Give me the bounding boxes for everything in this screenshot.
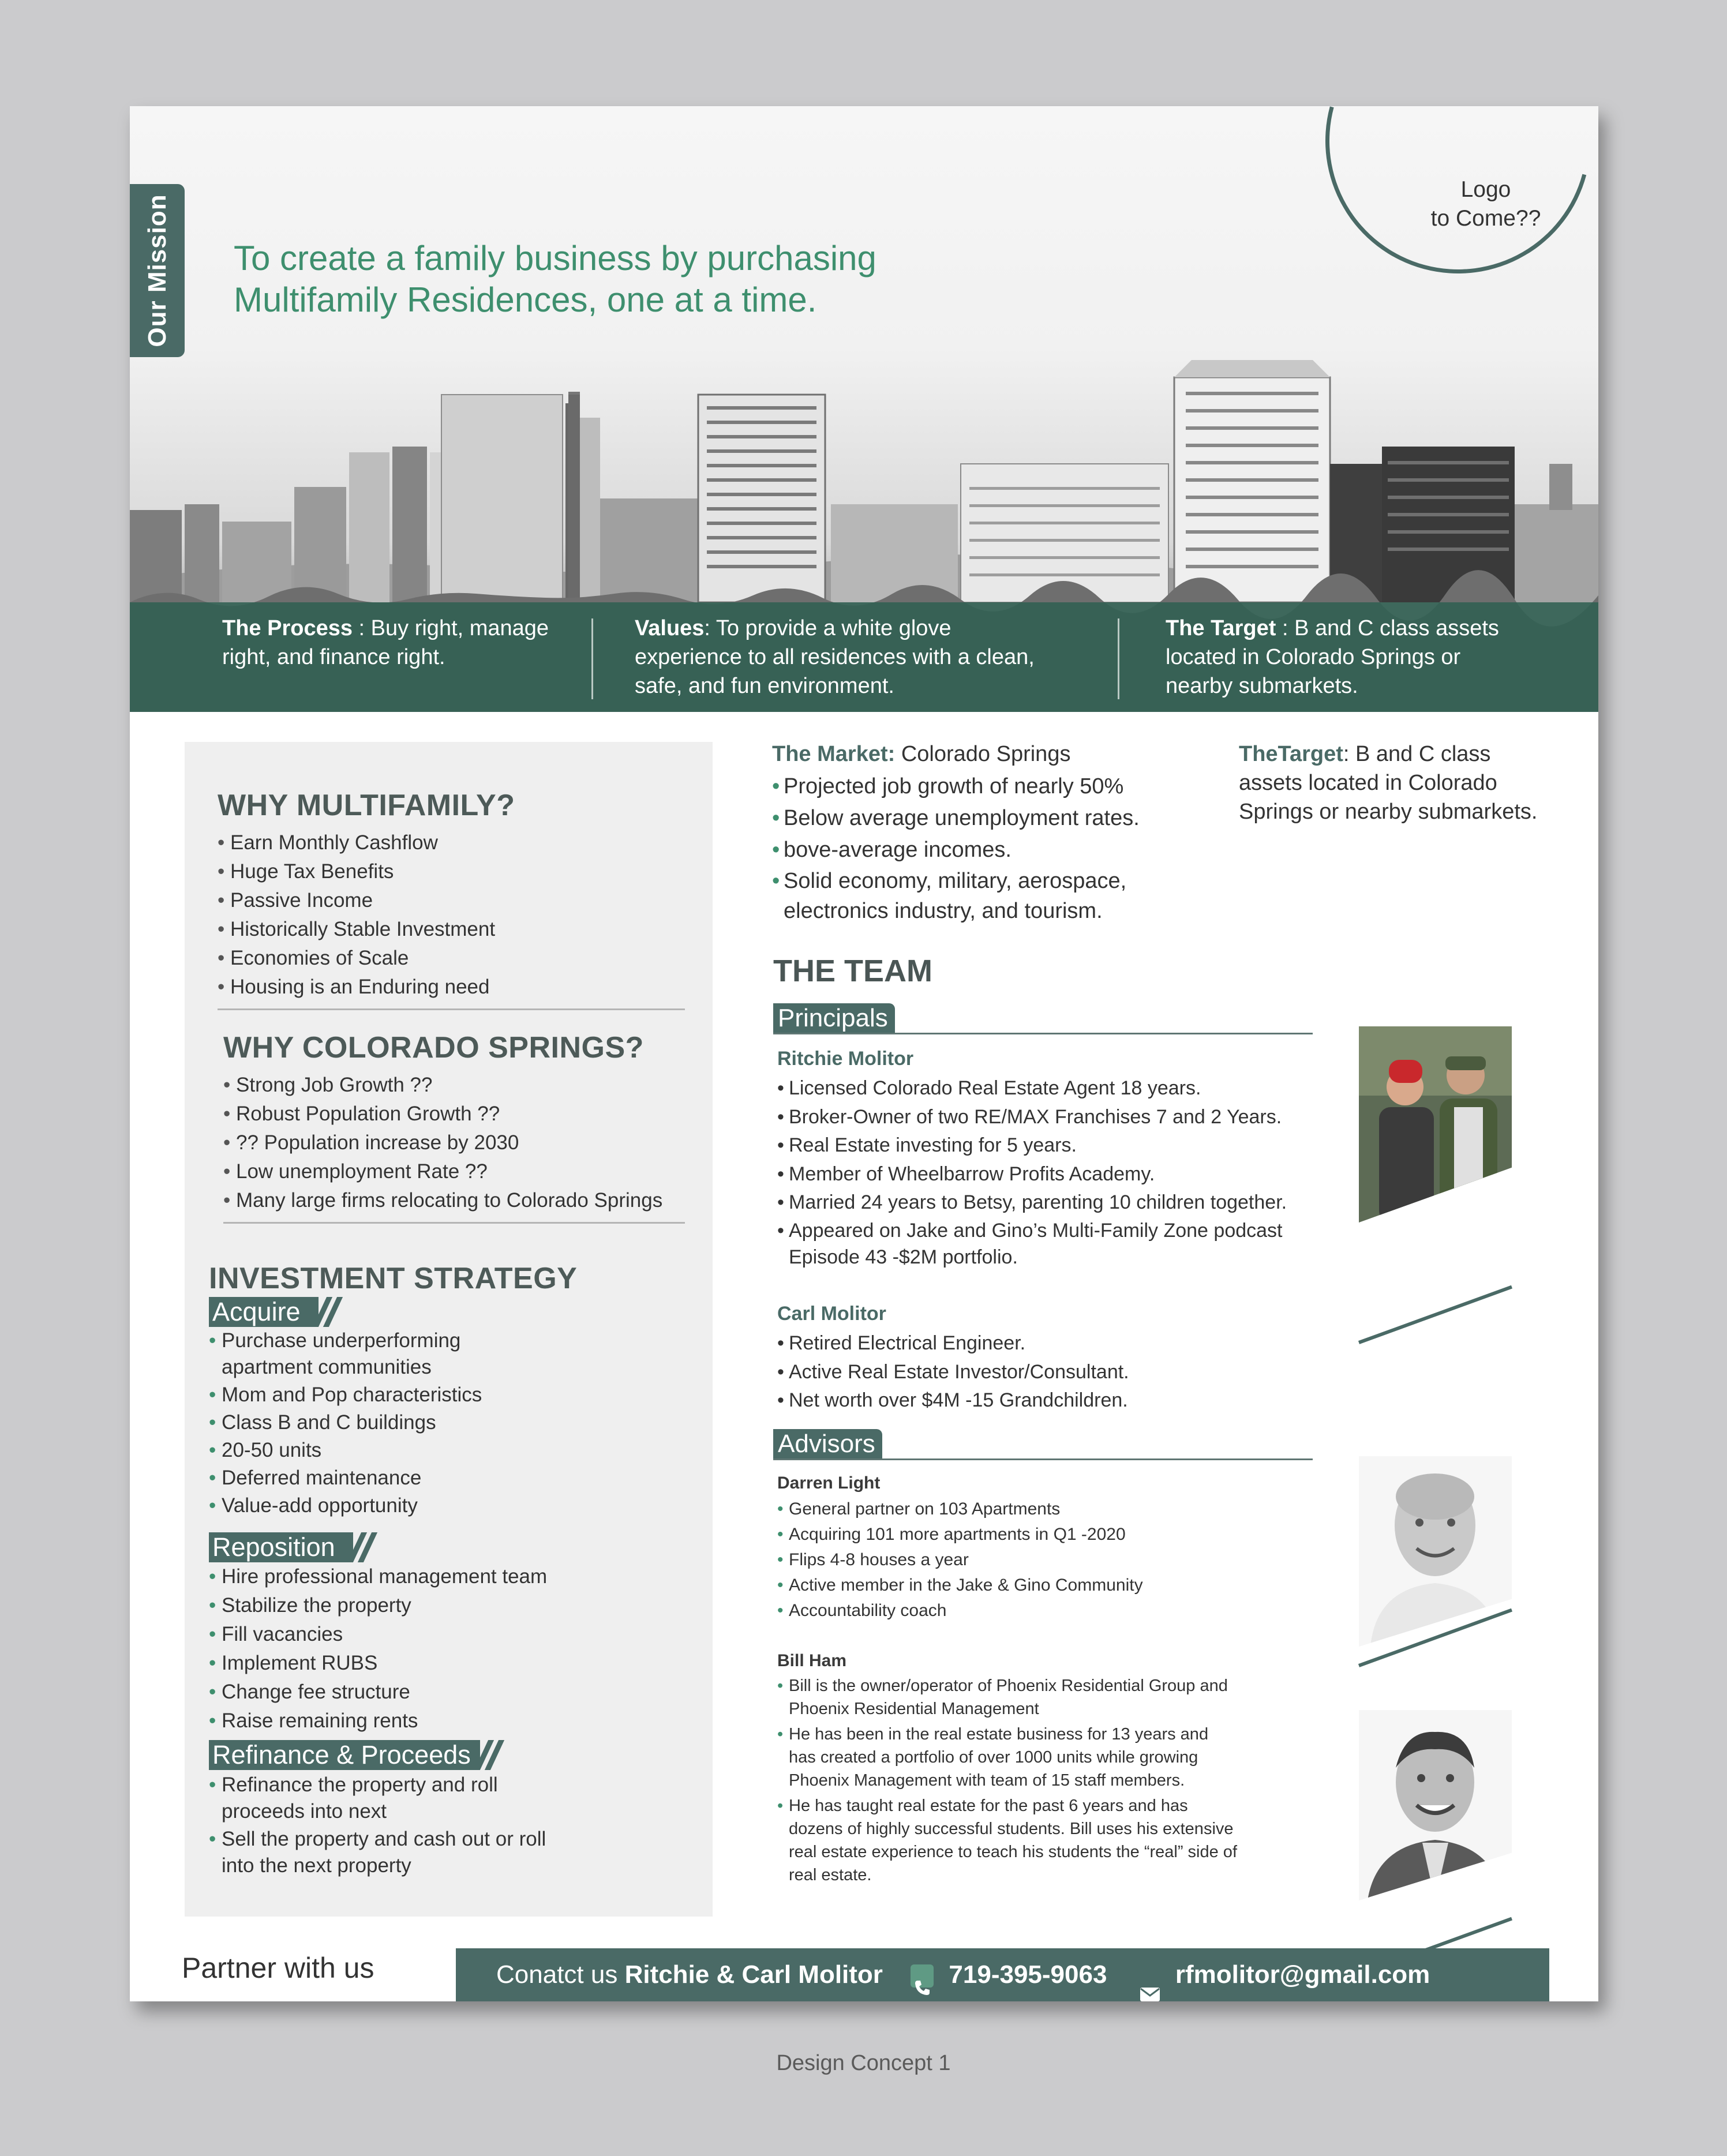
list-item: • Deferred maintenance (209, 1465, 555, 1493)
values-block (635, 614, 1035, 700)
target-text-1: : B and C class assets (1276, 616, 1499, 640)
target2-text-3: Springs or nearby submarkets. (1239, 800, 1538, 824)
ritchie-list (777, 1074, 1320, 1270)
list-item: • Fill vacancies (209, 1620, 547, 1649)
list-item: • Value-add opportunity (209, 1493, 555, 1520)
carl-name: Carl Molitor (777, 1303, 886, 1325)
phone-icon (911, 1964, 934, 1988)
investment-strategy-title: INVESTMENT STRATEGY (209, 1262, 578, 1295)
darren-list (777, 1497, 1297, 1623)
process-text-1: : Buy right, manage (353, 616, 549, 640)
list-item: • Huge Tax Benefits (218, 857, 495, 886)
list-item: • Below average unemployment rates. (772, 803, 1222, 834)
acquire-list (209, 1328, 555, 1520)
list-item: • General partner on 103 Apartments (777, 1497, 1297, 1522)
mission-statement (234, 238, 1099, 321)
list-item: • Sell the property and cash out or roll into the next property (209, 1826, 578, 1880)
market-value: Colorado Springs (895, 742, 1071, 766)
list-item: • Accountability coach (777, 1598, 1297, 1623)
reposition-tag: Reposition (209, 1532, 353, 1562)
list-item: • He has been in the real estate business for 13 years and has created a portfolio of over 1000 units while growing Phoenix Management with team of 15 staff members. (777, 1723, 1239, 1792)
contact-bar (456, 1948, 1549, 2001)
darren-name: Darren Light (777, 1473, 881, 1493)
advisors-tag: Advisors (773, 1429, 882, 1459)
target-block (1166, 614, 1499, 700)
target2-text-2: assets located in Colorado (1239, 771, 1497, 795)
list-item: • ?? Population increase by 2030 (223, 1128, 662, 1157)
list-item: • Net worth over $4M -15 Grandchildren. (777, 1386, 1320, 1415)
list-item: • Stabilize the property (209, 1591, 547, 1620)
list-item: • Historically Stable Investment (218, 915, 495, 944)
target2-text-1: : B and C class (1343, 742, 1491, 766)
list-item: • Robust Population Growth ?? (223, 1100, 662, 1128)
band-divider (591, 618, 593, 699)
email-icon (1140, 1968, 1160, 1984)
principals-rule (773, 1033, 1313, 1034)
list-item: • Earn Monthly Cashflow (218, 828, 495, 857)
mission-line-1: To create a family business by purchasing (234, 239, 876, 278)
partner-with-us: Partner with us (182, 1952, 374, 1984)
bill-name: Bill Ham (777, 1651, 847, 1670)
contact-names: Ritchie & Carl Molitor (624, 1960, 883, 1989)
list-item: • Purchase underperforming apartment communities (209, 1328, 555, 1382)
reposition-list (209, 1562, 547, 1735)
left-info-panel (185, 742, 713, 1917)
list-item: • Appeared on Jake and Gino’s Multi-Family Zone podcast Episode 43 -$2M portfolio. (777, 1217, 1320, 1270)
target-heading (1239, 740, 1537, 826)
flyer-sheet (130, 106, 1598, 2001)
principals-photo (1359, 1026, 1512, 1223)
acquire-tag: Acquire (209, 1297, 319, 1327)
list-item: • He has taught real estate for the past 6 years and has dozens of highly successful students. Bill uses his extensive real estate experience to teach his students the “real” side of real estate. (777, 1794, 1239, 1887)
why-multifamily-list (218, 828, 495, 1002)
refinance-list (209, 1772, 578, 1880)
values-text-1: : To provide a white glove (704, 616, 951, 640)
target-label: The Target (1166, 616, 1276, 640)
list-item: • Real Estate investing for 5 years. (777, 1131, 1320, 1160)
carl-list (777, 1329, 1320, 1415)
list-item: • Low unemployment Rate ?? (223, 1157, 662, 1186)
list-item: • Active member in the Jake & Gino Community (777, 1573, 1297, 1598)
list-item: • Projected job growth of nearly 50% (772, 771, 1222, 803)
list-item: • Active Real Estate Investor/Consultant. (777, 1358, 1320, 1387)
logo-placeholder-text (1417, 175, 1555, 233)
values-band (130, 602, 1598, 712)
list-item: • Member of Wheelbarrow Profits Academy. (777, 1160, 1320, 1189)
market-list (772, 771, 1222, 926)
list-item: • Economies of Scale (218, 944, 495, 973)
list-item: • Class B and C buildings (209, 1409, 555, 1437)
list-item: • Implement RUBS (209, 1649, 547, 1678)
list-item: • Hire professional management team (209, 1562, 547, 1591)
list-item: • Bill is the owner/operator of Phoenix Residential Group and Phoenix Residential Management (777, 1674, 1239, 1720)
values-text-3: safe, and fun environment. (635, 674, 894, 698)
bill-photo (1359, 1710, 1512, 1900)
list-item: • 20-50 units (209, 1437, 555, 1465)
list-item: • Passive Income (218, 886, 495, 915)
email-address[interactable]: rfmolitor@gmail.com (1175, 1960, 1430, 1989)
target2-label: TheTarget (1239, 742, 1343, 766)
bill-list (777, 1674, 1239, 1889)
principals-tag: Principals (773, 1003, 895, 1033)
section-divider (218, 1008, 685, 1010)
hero-banner (130, 106, 1598, 712)
ritchie-name: Ritchie Molitor (777, 1048, 914, 1070)
why-multifamily-title: WHY MULTIFAMILY? (218, 789, 515, 822)
advisors-rule (773, 1458, 1313, 1460)
target-text-3: nearby submarkets. (1166, 674, 1358, 698)
team-title: THE TEAM (773, 954, 932, 988)
market-label: The Market: (772, 742, 896, 766)
values-text-2: experience to all residences with a clean, (635, 645, 1035, 669)
list-item: • Acquiring 101 more apartments in Q1 -2020 (777, 1522, 1297, 1547)
design-caption: Design Concept 1 (776, 2051, 951, 2075)
list-item: • Broker-Owner of two RE/MAX Franchises 7 and 2 Years. (777, 1103, 1320, 1132)
contact-prefix: Conatct us (496, 1960, 625, 1989)
logo-line-2: to Come?? (1430, 206, 1541, 231)
process-block (222, 614, 549, 672)
list-item: • Licensed Colorado Real Estate Agent 18 years. (777, 1074, 1320, 1103)
mission-line-2: Multifamily Residences, one at a time. (234, 280, 817, 319)
list-item: • Many large firms relocating to Colorado Springs (223, 1186, 662, 1215)
list-item: • Strong Job Growth ?? (223, 1071, 662, 1100)
refinance-tag: Refinance & Proceeds (209, 1740, 480, 1770)
list-item: • Change fee structure (209, 1678, 547, 1707)
photo-accent-line (1358, 1285, 1512, 1344)
band-divider (1118, 618, 1119, 699)
list-item: • Mom and Pop characteristics (209, 1382, 555, 1409)
list-item: • Married 24 years to Betsy, parenting 10 children together. (777, 1188, 1320, 1217)
list-item: • Housing is an Enduring need (218, 973, 495, 1002)
market-heading (772, 740, 1070, 768)
list-item: • Raise remaining rents (209, 1707, 547, 1735)
values-label: Values (635, 616, 705, 640)
process-label: The Process (222, 616, 353, 640)
our-mission-tab (130, 184, 185, 357)
phone-number[interactable]: 719-395-9063 (949, 1960, 1107, 1989)
why-colorado-list (223, 1071, 662, 1215)
logo-line-1: Logo (1460, 177, 1511, 202)
section-divider (223, 1222, 685, 1224)
process-text-2: right, and finance right. (222, 645, 445, 669)
list-item: • Solid economy, military, aerospace, electronics industry, and tourism. (772, 866, 1222, 926)
our-mission-label: Our Mission (143, 194, 171, 347)
list-item: • bove-average incomes. (772, 834, 1222, 866)
target-text-2: located in Colorado Springs or (1166, 645, 1461, 669)
list-item: • Retired Electrical Engineer. (777, 1329, 1320, 1358)
list-item: • Refinance the property and roll proceeds into next (209, 1772, 578, 1826)
why-colorado-title: WHY COLORADO SPRINGS? (223, 1031, 644, 1064)
list-item: • Flips 4-8 houses a year (777, 1547, 1297, 1573)
